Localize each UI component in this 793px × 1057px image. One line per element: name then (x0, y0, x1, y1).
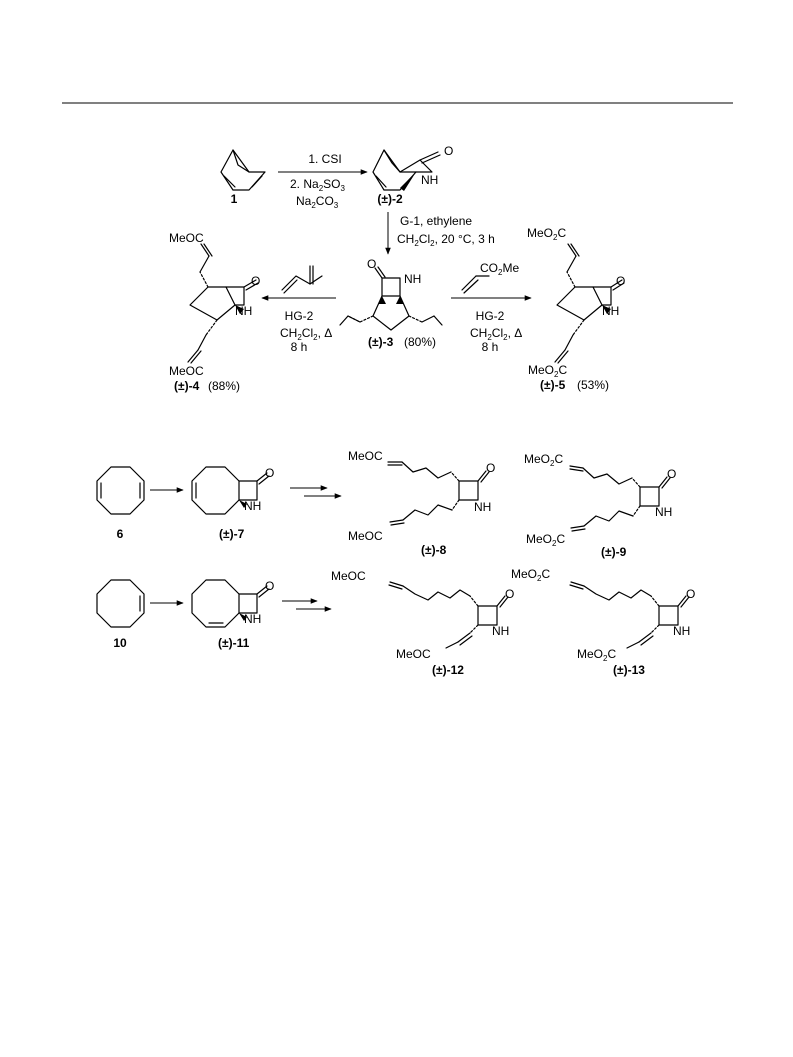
substituent-MeOC-12-bottom: MeOC (396, 647, 431, 661)
atom-O-2: O (444, 144, 454, 158)
atom-NH-5: NH (602, 304, 620, 318)
compound-label-11: (±)-11 (218, 636, 250, 650)
substituent-MeOC-12-top: MeOC (331, 569, 366, 583)
substituent-MeO2C-5-top: MeO$_2$C (527, 226, 567, 242)
condition-step1-line2: 2. $Na_2SO_3$ (290, 177, 345, 193)
substituent-MeO2C-9-top: MeO$_2$C (524, 452, 564, 468)
compound-yield-5: (53%) (577, 378, 610, 392)
atom-NH-9: NH (655, 505, 673, 519)
compound-label-4: (±)-4 (174, 379, 200, 393)
multistep-arrow-11 (282, 601, 331, 609)
compound-label-12: (±)-12 (432, 663, 464, 677)
reagent-methyl-vinyl-ketone (282, 266, 322, 293)
atom-NH-7: NH (244, 499, 262, 513)
substituent-MeO2C-13-top: MeO$_2$C (511, 567, 551, 583)
substituent-MeO2C-5-bottom: MeO$_2$C (528, 363, 568, 379)
condition-step1-line3: $Na_2CO_3$ (296, 194, 339, 210)
atom-O-11: O (265, 579, 275, 593)
compound-label-6: 6 (116, 527, 124, 541)
reagent-methyl-acrylate (462, 276, 489, 293)
reagent-CO2Me: $CO_2Me$ (480, 261, 520, 277)
atom-NH-3: NH (404, 272, 422, 286)
atom-O-4: O (251, 274, 261, 288)
structure-6-cyclooctadiene (97, 467, 144, 514)
compound-label-5: (±)-5 (540, 378, 566, 392)
condition-step1-line1: 1. CSI (308, 152, 342, 166)
atom-O-8: O (486, 461, 496, 475)
structure-10-cyclooctene (97, 580, 144, 627)
compound-label-2: (±)-2 (377, 192, 403, 206)
structure-12 (389, 582, 508, 648)
atom-NH-2: NH (421, 173, 439, 187)
atom-NH-12: NH (492, 624, 510, 638)
multistep-arrow-7 (290, 488, 341, 496)
atom-O-5: O (616, 274, 626, 288)
condition-step3-reagent: HG-2 (284, 309, 314, 323)
condition-step4-reagent: HG-2 (475, 309, 505, 323)
atom-NH-13: NH (673, 624, 691, 638)
atom-O-13: O (686, 587, 696, 601)
compound-label-7: (±)-7 (219, 527, 245, 541)
condition-step3-solvent: $CH_2Cl_2$, Δ (280, 326, 333, 342)
condition-step4-solvent: $CH_2Cl_2$, Δ (470, 326, 523, 342)
atom-NH-4: NH (235, 304, 253, 318)
compound-label-3: (±)-3 (368, 335, 394, 349)
substituent-MeOC-4-top: MeOC (169, 231, 204, 245)
structure-9 (570, 466, 673, 531)
atom-O-12: O (505, 587, 515, 601)
structure-3-divinyl-lactam (340, 267, 442, 330)
structure-8 (388, 462, 492, 525)
structure-1-norbornadiene (221, 150, 265, 190)
compound-yield-3: (80%) (404, 335, 437, 349)
compound-label-10: 10 (113, 636, 127, 650)
condition-step2-line2: $CH_2Cl_2$, 20 °C, 3 h (397, 232, 495, 248)
compound-yield-4: (88%) (208, 379, 241, 393)
condition-step4-time: 8 h (481, 340, 499, 354)
atom-O-7: O (265, 466, 275, 480)
substituent-MeOC-4-bottom: MeOC (169, 364, 204, 378)
substituent-MeO2C-9-bottom: MeO$_2$C (526, 532, 566, 548)
substituent-MeOC-8-top: MeOC (348, 449, 383, 463)
atom-NH-11: NH (244, 612, 262, 626)
condition-step2-line1: G-1, ethylene (400, 214, 473, 228)
substituent-MeO2C-13-bottom: MeO$_2$C (577, 647, 617, 663)
atom-O-3: O (367, 257, 377, 271)
atom-O-9: O (667, 467, 677, 481)
condition-step3-time: 8 h (290, 340, 308, 354)
substituent-MeOC-8-bottom: MeOC (348, 529, 383, 543)
compound-label-1: 1 (230, 192, 238, 206)
compound-label-13: (±)-13 (613, 663, 645, 677)
compound-label-9: (±)-9 (601, 545, 627, 559)
compound-label-8: (±)-8 (421, 543, 447, 557)
structure-13 (570, 582, 689, 648)
atom-NH-8: NH (474, 500, 492, 514)
